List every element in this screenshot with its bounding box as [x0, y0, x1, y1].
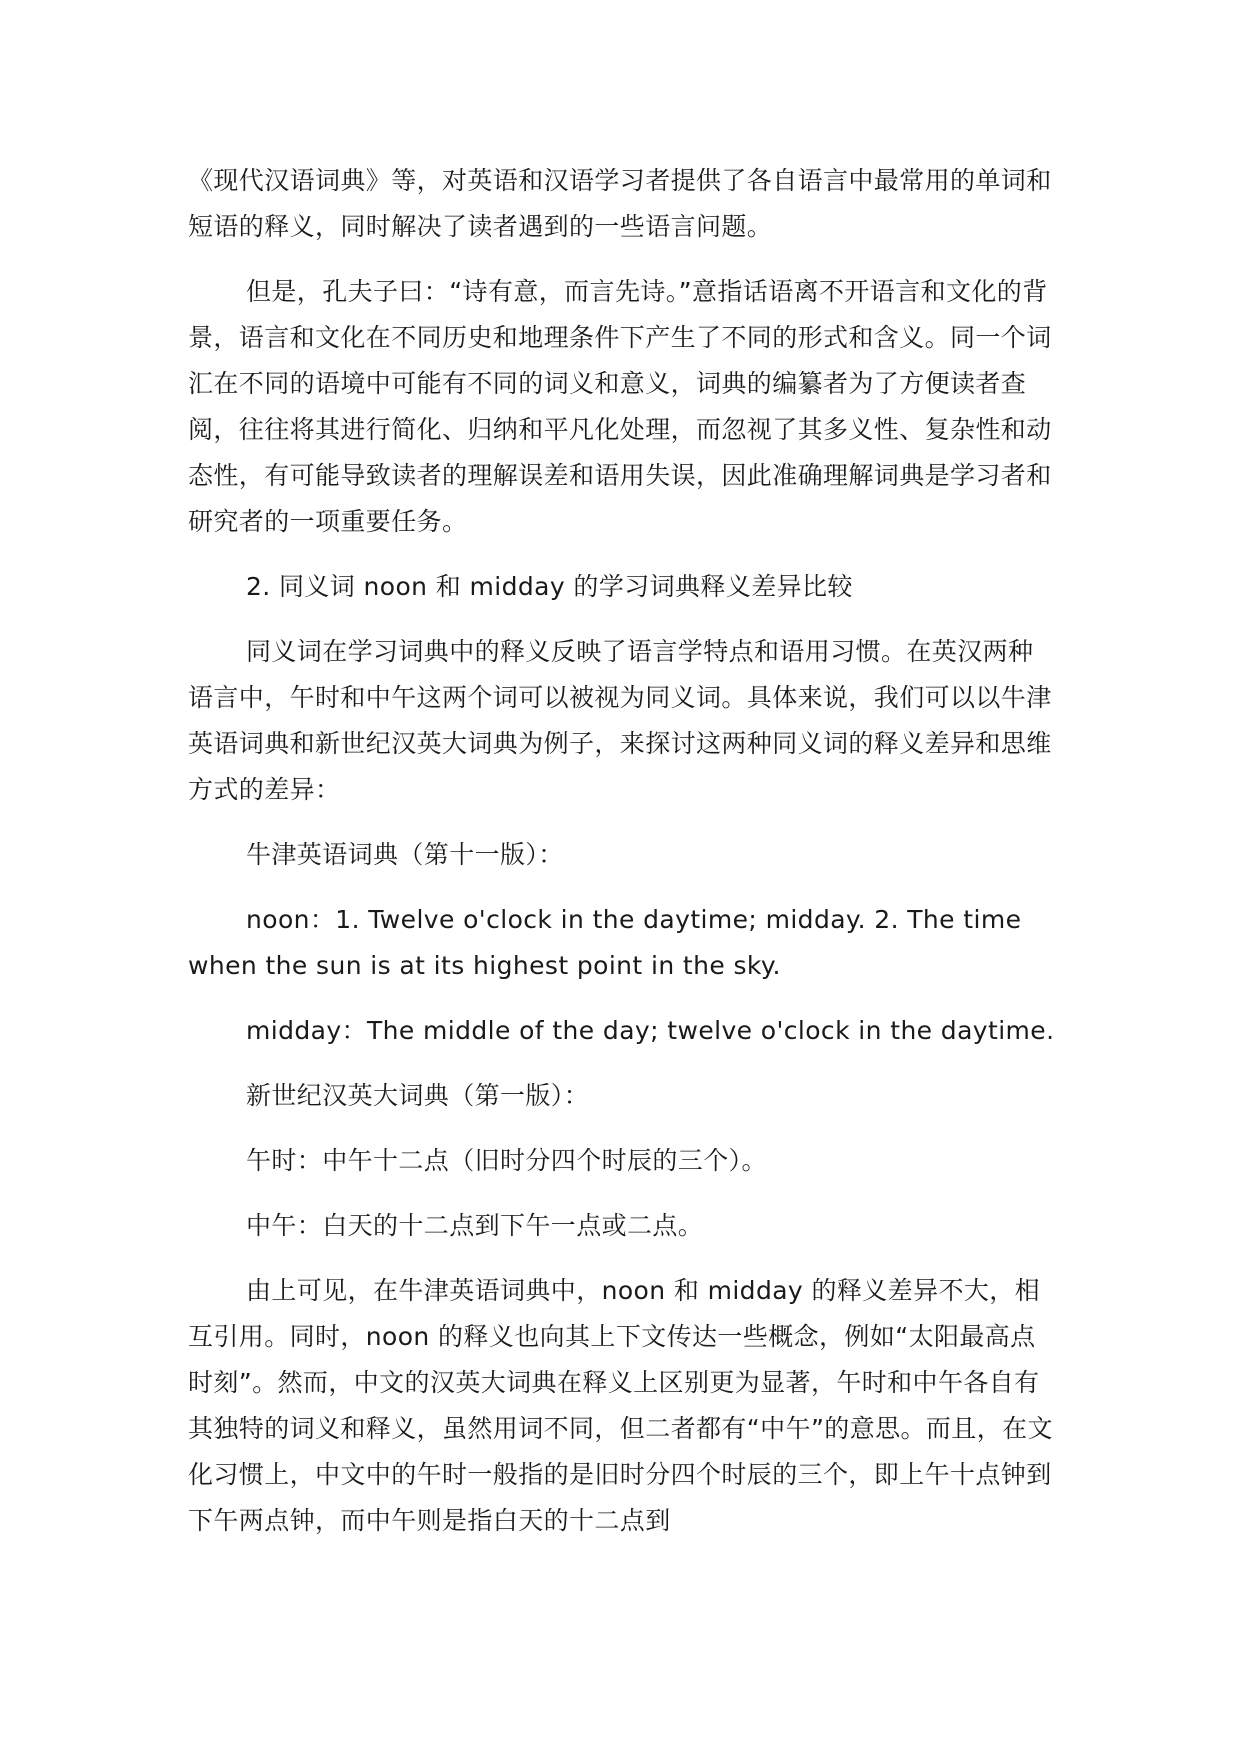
zhongwu-definition: 中午：白天的十二点到下午一点或二点。	[246, 1211, 704, 1240]
paragraph-comparison: 由上可见，在牛津英语词典中，noon 和 midday 的释义差异不大，相互引用。同时，noon 的释义也向其上下文传达一些概念，例如“太阳最高点时刻”。然而，中文的汉英大词典在释义上区别更为显著，午时和中午各自有其独特的词义和释义，虽然用词不同，但二者都有“中午”的意思。而且，在文化习惯上，中文中的午时一般指的是旧时分四个时辰的三个，即上午十点钟到下午两点钟，而中午则是指白天的十二点到	[188, 1276, 1053, 1535]
paragraph-confucius: 但是，孔夫子曰：“诗有意，而言先诗。”意指话语离不开语言和文化的背景，语言和文化在不同历史和地理条件下产生了不同的形式和含义。同一个词汇在不同的语境中可能有不同的词义和意义，词典的编纂者为了方便读者查阅，往往将其进行简化、归纳和平凡化处理，而忽视了其多义性、复杂性和动态性，有可能导致读者的理解误差和语用失误，因此准确理解词典是学习者和研究者的一项重要任务。	[188, 277, 1052, 536]
paragraph-synonyms: 同义词在学习词典中的释义反映了语言学特点和语用习惯。在英汉两种语言中，午时和中午这两个词可以被视为同义词。具体来说，我们可以以牛津英语词典和新世纪汉英大词典为例子，来探讨这两种同义词的释义差异和思维方式的差异：	[188, 637, 1052, 804]
document-body	[188, 158, 1056, 1563]
wushi-definition: 午时：中午十二点（旧时分四个时辰的三个）。	[246, 1146, 767, 1175]
paragraph-continuation: 《现代汉语词典》等，对英语和汉语学习者提供了各自语言中最常用的单词和短语的释义，同时解决了读者遇到的一些语言问题。	[188, 166, 1052, 241]
oxford-dictionary-label: 牛津英语词典（第十一版）：	[246, 840, 564, 869]
section-heading: 2. 同义词 noon 和 midday 的学习词典释义差异比较	[246, 572, 853, 601]
midday-definition: midday：The middle of the day; twelve o'clock in the daytime.	[246, 1016, 1055, 1045]
noon-definition: noon：1. Twelve o'clock in the daytime; midday. 2. The time when the sun is at its highest point in the sky.	[188, 905, 1022, 980]
new-century-dictionary-label: 新世纪汉英大词典（第一版）：	[246, 1081, 590, 1110]
